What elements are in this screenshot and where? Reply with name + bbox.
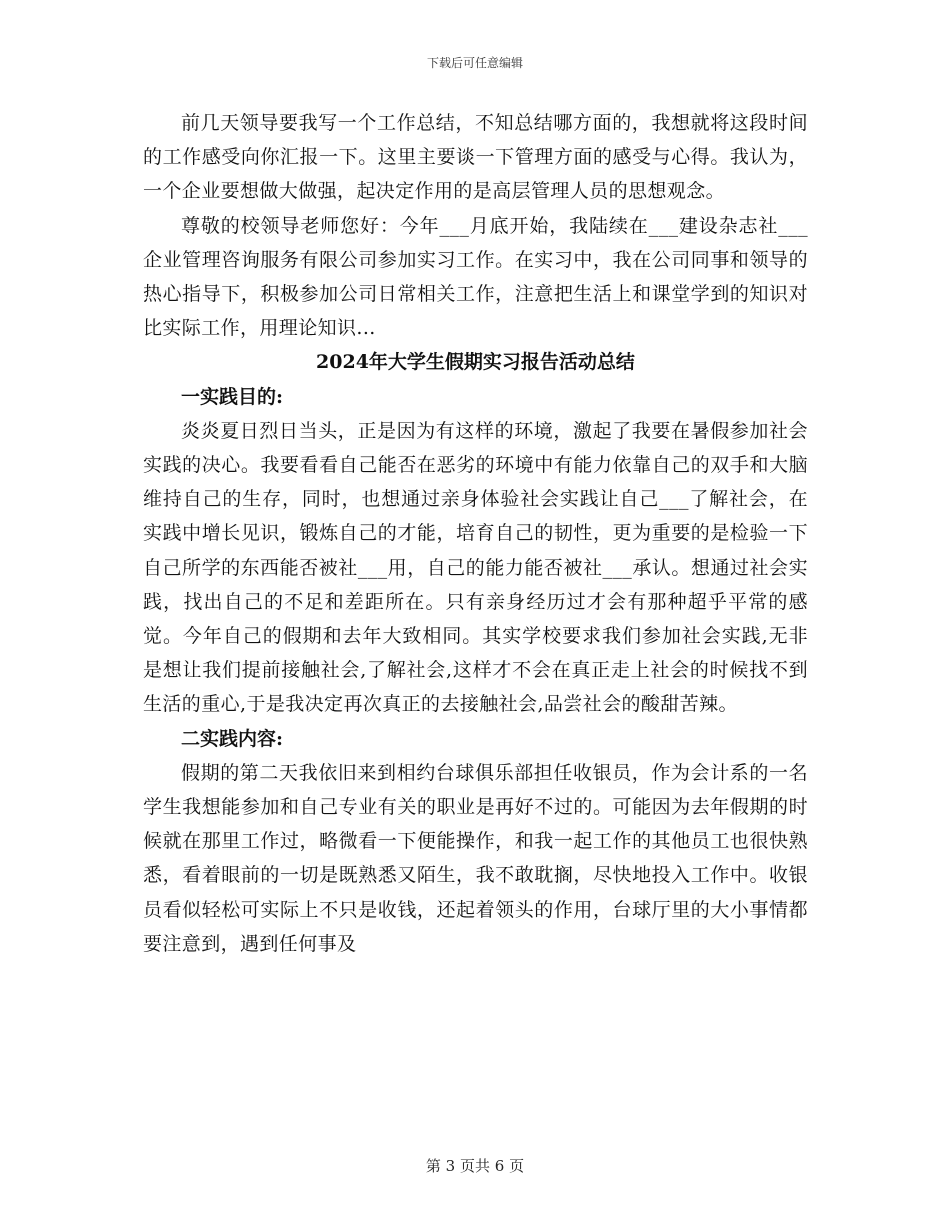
section-paragraph-purpose: 炎炎夏日烈日当头，正是因为有这样的环境，激起了我要在暑假参加社会实践的决心。我要看看自己能否在恶劣的环境中有能力依靠自己的双手和大脑维持自己的生存，同时，也想通过亲身体验社会实践让自己___了解社会，在实践中增长见识，锻炼自己的才能，培育自己的韧性，更为重要的是检验一下自己所学的东西能否被社___用，自己的能力能否被社___承认。想通过社会实践，找出自己的不足和差距所在。只有亲身经历过才会有那种超乎平常的感觉。今年自己的假期和去年大致相同。其实学校要求我们参加社会实践,无非是想让我们提前接触社会,了解社会,这样才不会在真正走上社会的时候找不到生活的重心,于是我决定再次真正的去接触社会,品尝社会的酸甜苦辣。: [143, 419, 808, 716]
document-title: 2024年大学生假期实习报告活动总结: [316, 351, 635, 374]
page-header: 下载后可任意编辑: [426, 56, 523, 70]
intro-paragraph-1: 前几天领导要我写一个工作总结，不知总结哪方面的，我想就将这段时间的工作感受向你汇报一下。这里主要谈一下管理方面的感受与心得。我认为，一个企业要想做大做强，起决定作用的是高层管理人员的思想观念。: [143, 112, 808, 203]
page-footer: 第 3 页共 6 页: [425, 1157, 525, 1175]
document-body: [143, 106, 808, 961]
section-heading-purpose: 一实践目的:: [181, 385, 284, 408]
section-paragraph-content: 假期的第二天我依旧来到相约台球俱乐部担任收银员，作为会计系的一名学生我想能参加和自己专业有关的职业是再好不过的。可能因为去年假期的时候就在那里工作过，略微看一下便能操作，和我一起工作的其他员工也很快熟悉，看着眼前的一切是既熟悉又陌生，我不敢耽搁，尽快地投入工作中。收银员看似轻松可实际上不只是收钱，还起着领头的作用，台球厅里的大小事情都要注意到，遇到任何事及: [143, 761, 808, 955]
section-heading-content: 二实践内容:: [181, 727, 284, 750]
intro-paragraph-2: 尊敬的校领导老师您好：今年___月底开始，我陆续在___建设杂志社___企业管理咨询服务有限公司参加实习工作。在实习中，我在公司同事和领导的热心指导下，积极参加公司日常相关工作，注意把生活上和课堂学到的知识对比实际工作，用理论知识...: [143, 214, 808, 340]
